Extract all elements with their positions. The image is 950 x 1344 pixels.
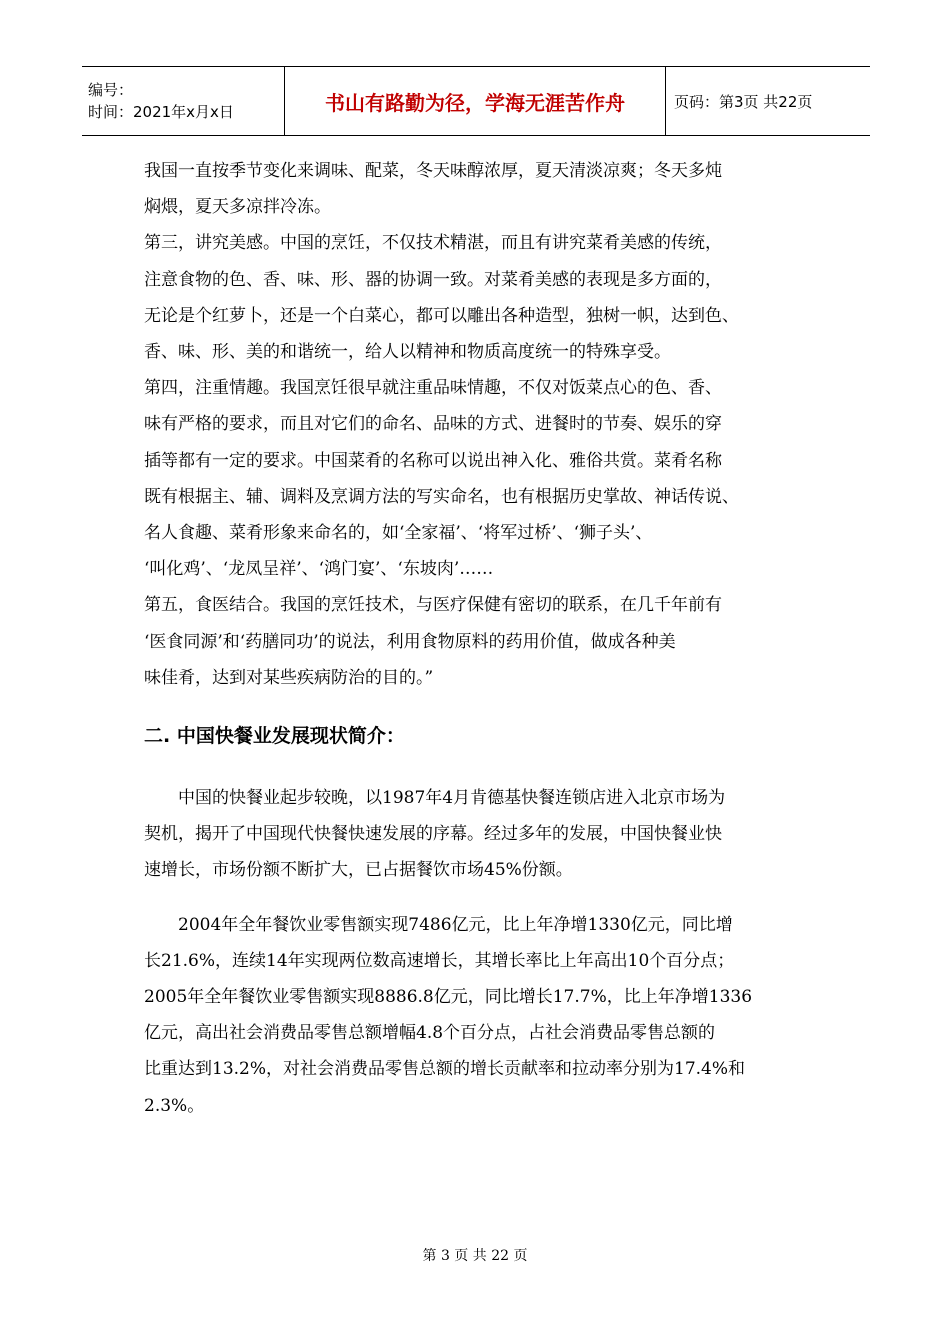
header-meta bbox=[82, 67, 285, 136]
header-motto: 书山有路勤为径，学海无涯苦作舟 bbox=[285, 67, 666, 136]
section-heading: 二. 中国快餐业发展现状简介： bbox=[144, 725, 405, 748]
page-footer: 第 3 页 共 22 页 bbox=[422, 1248, 528, 1264]
paragraph-statistics: 2004年全年餐饮业零售额实现7486亿元，比上年净增1330亿元，同比增 长21.6%，连续14年实现两位数高速增长，其增长率比上年高出10个百分点； 2005年全年餐饮业零售额实现8886.8亿元，同比增长17.7%，比上年净增1336 亿元，高出社会消费品零售总额增幅4.8个百分点，占社会消费品零售总额的 比重达到13.2%，对社会消费品零售总额的增长贡献率和拉动率分别为17.4%和 2.3%。 bbox=[144, 914, 753, 1116]
header-page-label: 页码：第3页 共22页 bbox=[666, 67, 871, 136]
date-label: 时间：2021年x月x日 bbox=[88, 103, 234, 121]
page-header bbox=[82, 66, 870, 136]
paragraph-fast-food-intro: 中国的快餐业起步较晚，以1987年4月肯德基快餐连锁店进入北京市场为 契机，揭开了中国现代快餐快速发展的序幕。经过多年的发展，中国快餐业快 速增长，市场份额不断扩大，已占据餐饮市场45%份额。 bbox=[144, 788, 726, 881]
paragraph-aesthetics: 第三，讲究美感。中国的烹饪，不仅技术精湛，而且有讲究菜肴美感的传统， 注意食物的色、香、味、形、器的协调一致。对菜肴美感的表现是多方面的， 无论是个红萝卜，还是一个白菜心，都可以雕出各种造型，独树一帜，达到色、 香、味、形、美的和谐统一，给人以精神和物质高度统一的特殊享受。 bbox=[144, 233, 739, 363]
paragraph-food-medicine: 第五，食医结合。我国的烹饪技术，与医疗保健有密切的联系，在几千年前有 ‘医食同源’和‘药膳同功’的说法，利用食物原料的药用价值，做成各种美 味佳肴，达到对某些疾病防治的目的。” bbox=[144, 595, 722, 688]
paragraph-interest: 第四，注重情趣。我国烹饪很早就注重品味情趣，不仅对饭菜点心的色、香、 味有严格的要求，而且对它们的命名、品味的方式、进餐时的节奏、娱乐的穿 插等都有一定的要求。中国菜肴的名称可以说出神入化、雅俗共赏。菜肴名称 既有根据主、辅、调料及烹调方法的写实命名，也有根据历史掌故、神话传说、 名人食趣、菜肴形象来命名的，如‘全家福’、‘将军过桥’、‘狮子头’、 ‘叫化鸡’、‘龙凤呈祥’、‘鸿门宴’、‘东坡肉’…… bbox=[144, 378, 739, 580]
paragraph-seasonal: 我国一直按季节变化来调味、配菜，冬天味醇浓厚，夏天清淡凉爽；冬天多炖 焖煨，夏天多凉拌冷冻。 bbox=[144, 161, 722, 218]
document-body bbox=[144, 153, 824, 1124]
number-label: 编号： bbox=[88, 81, 134, 99]
